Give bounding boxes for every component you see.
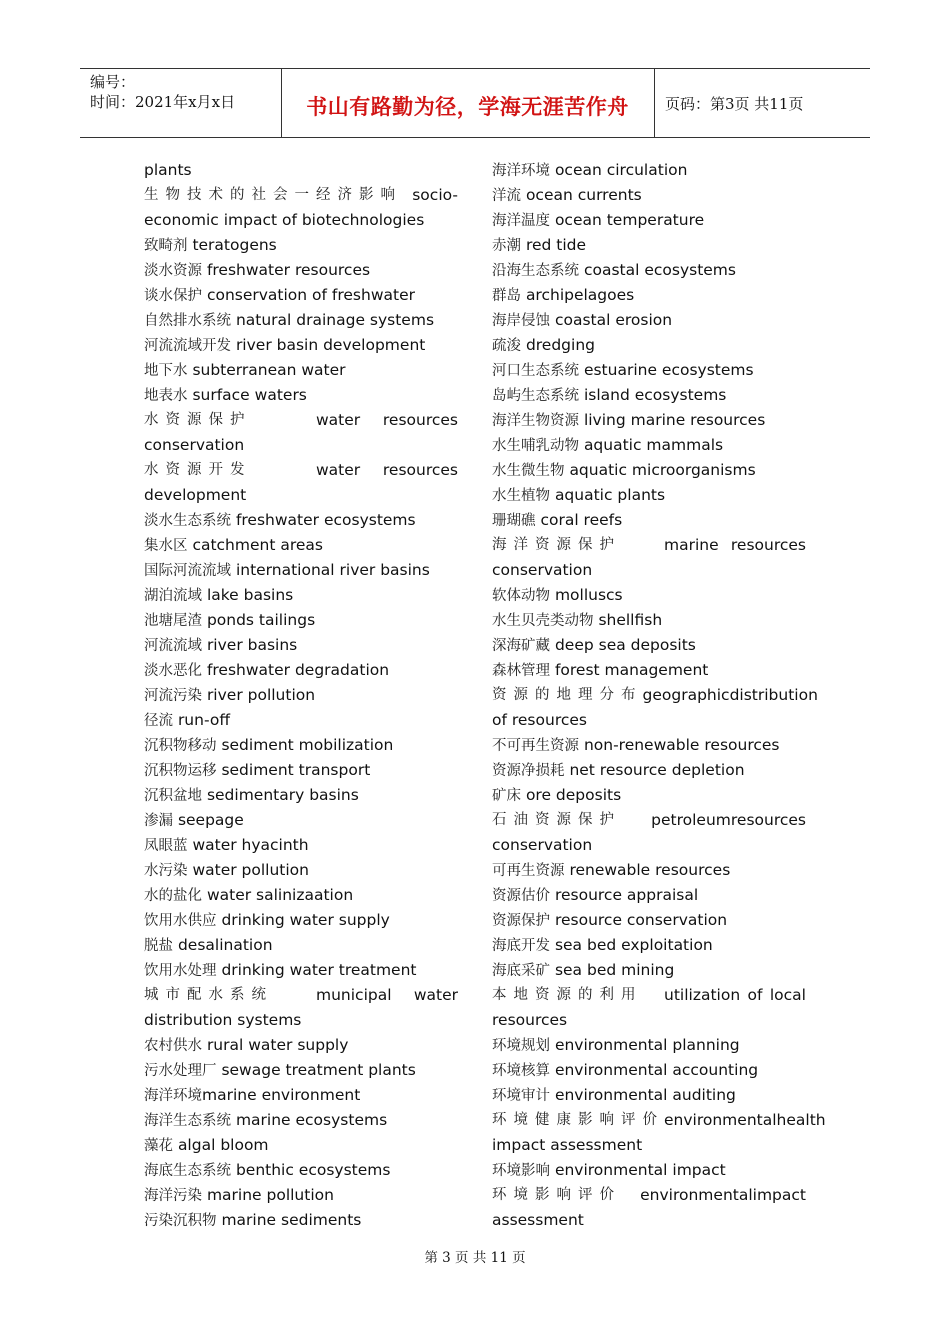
glossary-entry bbox=[144, 308, 458, 333]
glossary-entry bbox=[492, 483, 806, 508]
glossary-entry bbox=[144, 583, 458, 608]
english-term: ponds tailings bbox=[206, 611, 316, 629]
glossary-entry bbox=[144, 783, 458, 808]
glossary-entry bbox=[144, 1208, 458, 1233]
english-term: subterranean water bbox=[192, 361, 346, 379]
chinese-term: 疏浚 bbox=[492, 338, 521, 354]
chinese-term: 沿海生态系统 bbox=[492, 263, 579, 279]
chinese-term: 致畸剂 bbox=[144, 238, 188, 254]
english-term: red tide bbox=[525, 236, 587, 254]
glossary-entry bbox=[492, 183, 806, 208]
chinese-term: 环境健康影响评价 bbox=[492, 1112, 664, 1128]
glossary-entry bbox=[144, 1083, 458, 1108]
glossary-entry bbox=[492, 1183, 806, 1208]
english-term: ocean temperature bbox=[554, 211, 705, 229]
english-term: sewage treatment plants bbox=[221, 1061, 416, 1079]
english-term: algal bloom bbox=[177, 1136, 269, 1154]
chinese-term: 可再生资源 bbox=[492, 863, 565, 879]
english-term: sedimentary basins bbox=[206, 786, 359, 804]
glossary-entry bbox=[492, 358, 806, 383]
glossary-entry bbox=[492, 208, 806, 233]
glossary-entry bbox=[144, 1108, 458, 1133]
chinese-term: 国际河流流域 bbox=[144, 563, 231, 579]
glossary-entry bbox=[144, 508, 458, 533]
chinese-term: 石油资源保护 bbox=[492, 812, 621, 828]
glossary-entry bbox=[492, 658, 806, 683]
page-footer: 第 3 页 共 11 页 bbox=[424, 1250, 526, 1266]
chinese-term: 淡水恶化 bbox=[144, 663, 202, 679]
glossary-entry bbox=[144, 233, 458, 258]
english-term: environmental accounting bbox=[554, 1061, 759, 1079]
english-term: environmental impact bbox=[554, 1161, 726, 1179]
english-term: conservation bbox=[144, 436, 245, 454]
chinese-term: 河流污染 bbox=[144, 688, 202, 704]
chinese-term: 海岸侵蚀 bbox=[492, 313, 550, 329]
glossary-entry bbox=[144, 958, 458, 983]
glossary-entry bbox=[144, 633, 458, 658]
glossary-entry bbox=[492, 808, 806, 833]
glossary-entry bbox=[492, 333, 806, 358]
chinese-term: 海洋温度 bbox=[492, 213, 550, 229]
chinese-term: 环境规划 bbox=[492, 1038, 550, 1054]
glossary-entry bbox=[144, 383, 458, 408]
english-term: seepage bbox=[177, 811, 244, 829]
english-term: aquatic plants bbox=[554, 486, 666, 504]
glossary-entry bbox=[492, 1108, 826, 1133]
english-term: ocean currents bbox=[525, 186, 642, 204]
english-term: socio- bbox=[412, 186, 458, 204]
english-term: aquatic mammals bbox=[583, 436, 724, 454]
english-term: sediment transport bbox=[221, 761, 371, 779]
glossary-entry bbox=[492, 458, 806, 483]
chinese-term: 湖泊流域 bbox=[144, 588, 202, 604]
english-term: marine sediments bbox=[221, 1211, 362, 1229]
chinese-term: 水污染 bbox=[144, 863, 188, 879]
glossary-entry bbox=[144, 158, 458, 183]
glossary-entry bbox=[492, 558, 806, 583]
chinese-term: 海洋资源保护 bbox=[492, 537, 621, 553]
chinese-term: 水生植物 bbox=[492, 488, 550, 504]
glossary-entry bbox=[492, 908, 806, 933]
glossary-entry bbox=[492, 983, 806, 1008]
english-term: shellfish bbox=[598, 611, 663, 629]
english-term: coastal erosion bbox=[554, 311, 673, 329]
english-term: ocean circulation bbox=[554, 161, 688, 179]
english-term: drinking water supply bbox=[221, 911, 390, 929]
glossary-entry bbox=[144, 933, 458, 958]
chinese-term: 水生哺乳动物 bbox=[492, 438, 579, 454]
english-term: sediment mobilization bbox=[221, 736, 394, 754]
glossary-entry bbox=[144, 1033, 458, 1058]
glossary-entry bbox=[144, 683, 458, 708]
chinese-term: 珊瑚礁 bbox=[492, 513, 536, 529]
chinese-term: 资源净损耗 bbox=[492, 763, 565, 779]
chinese-term: 饮用水供应 bbox=[144, 913, 217, 929]
document-number-label: 编号： bbox=[90, 73, 136, 91]
english-term: sea bed exploitation bbox=[554, 936, 713, 954]
glossary-entry bbox=[492, 533, 806, 558]
english-term: coastal ecosystems bbox=[583, 261, 736, 279]
chinese-term: 森林管理 bbox=[492, 663, 550, 679]
chinese-term: 自然排水系统 bbox=[144, 313, 231, 329]
chinese-term: 水生贝壳类动物 bbox=[492, 613, 594, 629]
glossary-entry bbox=[144, 1133, 458, 1158]
glossary-entry bbox=[492, 683, 818, 708]
chinese-term: 赤潮 bbox=[492, 238, 521, 254]
chinese-term: 农村供水 bbox=[144, 1038, 202, 1054]
glossary-entry bbox=[144, 808, 458, 833]
glossary-entry bbox=[492, 408, 806, 433]
glossary-entry bbox=[492, 433, 806, 458]
chinese-term: 海底生态系统 bbox=[144, 1163, 231, 1179]
glossary-entry bbox=[144, 458, 458, 483]
chinese-term: 河口生态系统 bbox=[492, 363, 579, 379]
chinese-term: 水的盐化 bbox=[144, 888, 202, 904]
english-term: development bbox=[144, 486, 247, 504]
header-middle-cell bbox=[281, 69, 655, 137]
english-term: environmental impact bbox=[640, 1186, 806, 1204]
header-right-cell bbox=[655, 69, 870, 137]
english-term: utilization of local bbox=[664, 986, 806, 1004]
glossary-entry bbox=[492, 858, 806, 883]
chinese-term: 海洋生态系统 bbox=[144, 1113, 231, 1129]
english-term: marine ecosystems bbox=[235, 1111, 388, 1129]
chinese-term: 海底采矿 bbox=[492, 963, 550, 979]
glossary-left-column bbox=[144, 158, 458, 1233]
chinese-term: 海洋环境 bbox=[144, 1088, 202, 1104]
chinese-term: 本地资源的利用 bbox=[492, 987, 643, 1003]
chinese-term: 脱盐 bbox=[144, 938, 173, 954]
english-term: freshwater degradation bbox=[206, 661, 390, 679]
glossary-entry bbox=[144, 908, 458, 933]
english-term: catchment areas bbox=[192, 536, 323, 554]
glossary-entry bbox=[492, 283, 806, 308]
chinese-term: 地下水 bbox=[144, 363, 188, 379]
glossary-entry bbox=[492, 608, 806, 633]
chinese-term: 环境审计 bbox=[492, 1088, 550, 1104]
english-term: lake basins bbox=[206, 586, 294, 604]
glossary-entry bbox=[144, 283, 458, 308]
glossary-entry bbox=[492, 158, 806, 183]
header-left-cell bbox=[80, 69, 282, 137]
chinese-term: 河流流域 bbox=[144, 638, 202, 654]
english-term: forest management bbox=[554, 661, 709, 679]
document-date: 时间：2021年x月x日 bbox=[90, 93, 236, 111]
english-term: conservation of freshwater bbox=[206, 286, 415, 304]
glossary-entry bbox=[144, 983, 458, 1008]
chinese-term: 群岛 bbox=[492, 288, 521, 304]
english-term: resource conservation bbox=[554, 911, 728, 929]
chinese-term: 地表水 bbox=[144, 388, 188, 404]
glossary-entry bbox=[492, 1033, 806, 1058]
glossary-entry bbox=[492, 1083, 806, 1108]
glossary-entry bbox=[492, 1208, 806, 1233]
english-term: water salinizaation bbox=[206, 886, 354, 904]
chinese-term: 环境核算 bbox=[492, 1063, 550, 1079]
header-motto: 书山有路勤为径，学海无涯苦作舟 bbox=[306, 94, 629, 119]
chinese-term: 资源估价 bbox=[492, 888, 550, 904]
glossary-entry bbox=[492, 508, 806, 533]
english-term: conservation bbox=[492, 836, 593, 854]
glossary-entry bbox=[492, 383, 806, 408]
english-term: freshwater resources bbox=[206, 261, 371, 279]
english-term: river basins bbox=[206, 636, 298, 654]
glossary-entry bbox=[144, 358, 458, 383]
page-header bbox=[80, 68, 870, 138]
chinese-term: 河流流域开发 bbox=[144, 338, 231, 354]
chinese-term: 不可再生资源 bbox=[492, 738, 579, 754]
chinese-term: 沉积盆地 bbox=[144, 788, 202, 804]
english-term: river basin development bbox=[235, 336, 426, 354]
glossary-entry bbox=[492, 233, 806, 258]
english-term: petroleum resources bbox=[651, 811, 806, 829]
glossary-entry bbox=[144, 883, 458, 908]
english-term: marine environment bbox=[202, 1086, 361, 1104]
glossary-entry bbox=[144, 1058, 458, 1083]
english-term: economic impact of biotechnologies bbox=[144, 211, 425, 229]
glossary-entry bbox=[492, 1133, 806, 1158]
chinese-term: 矿床 bbox=[492, 788, 521, 804]
chinese-term: 环境影响 bbox=[492, 1163, 550, 1179]
english-term: non-renewable resources bbox=[583, 736, 780, 754]
glossary-entry bbox=[144, 733, 458, 758]
chinese-term: 径流 bbox=[144, 713, 173, 729]
english-term: of resources bbox=[492, 711, 587, 729]
chinese-term: 渗漏 bbox=[144, 813, 173, 829]
english-term: archipelagoes bbox=[525, 286, 635, 304]
chinese-term: 岛屿生态系统 bbox=[492, 388, 579, 404]
english-term: net resource depletion bbox=[569, 761, 745, 779]
glossary-entry bbox=[492, 783, 806, 808]
chinese-term: 沉积物移动 bbox=[144, 738, 217, 754]
english-term: living marine resources bbox=[583, 411, 766, 429]
chinese-term: 海洋环境 bbox=[492, 163, 550, 179]
english-term: estuarine ecosystems bbox=[583, 361, 754, 379]
glossary-entry bbox=[492, 583, 806, 608]
glossary-entry bbox=[492, 933, 806, 958]
glossary-entry bbox=[492, 258, 806, 283]
glossary-entry bbox=[144, 1183, 458, 1208]
chinese-term: 海底开发 bbox=[492, 938, 550, 954]
glossary-right-column bbox=[492, 158, 826, 1233]
english-term: molluscs bbox=[554, 586, 623, 604]
english-term: water hyacinth bbox=[192, 836, 309, 854]
english-term: conservation bbox=[492, 561, 593, 579]
english-term: resource appraisal bbox=[554, 886, 699, 904]
english-term: river pollution bbox=[206, 686, 316, 704]
chinese-term: 污水处理厂 bbox=[144, 1063, 217, 1079]
english-term: ore deposits bbox=[525, 786, 622, 804]
english-term: island ecosystems bbox=[583, 386, 727, 404]
english-term: water pollution bbox=[192, 861, 309, 879]
english-term: teratogens bbox=[192, 236, 277, 254]
chinese-term: 深海矿藏 bbox=[492, 638, 550, 654]
glossary-entry bbox=[144, 758, 458, 783]
english-term: municipal water bbox=[316, 986, 458, 1004]
glossary-entry bbox=[144, 608, 458, 633]
english-term: rural water supply bbox=[206, 1036, 349, 1054]
glossary-entry bbox=[144, 833, 458, 858]
english-term: desalination bbox=[177, 936, 273, 954]
glossary-entry bbox=[492, 883, 806, 908]
english-term: dredging bbox=[525, 336, 595, 354]
chinese-term: 海洋生物资源 bbox=[492, 413, 579, 429]
english-term: environmental health bbox=[664, 1111, 826, 1129]
chinese-term: 藻花 bbox=[144, 1138, 173, 1154]
english-term: assessment bbox=[492, 1211, 584, 1229]
english-term: benthic ecosystems bbox=[235, 1161, 391, 1179]
glossary-entry bbox=[144, 558, 458, 583]
glossary-entry bbox=[492, 1058, 806, 1083]
english-term: distribution systems bbox=[144, 1011, 302, 1029]
glossary-entry bbox=[144, 433, 458, 458]
glossary-entry bbox=[492, 733, 806, 758]
chinese-term: 饮用水处理 bbox=[144, 963, 217, 979]
english-term: water resources bbox=[316, 411, 458, 429]
chinese-term: 资源的地理分布 bbox=[492, 687, 643, 703]
chinese-term: 谈水保护 bbox=[144, 288, 202, 304]
chinese-term: 水资源开发 bbox=[144, 462, 252, 478]
english-term: geographic distribution bbox=[642, 686, 818, 704]
chinese-term: 海洋污染 bbox=[144, 1188, 202, 1204]
glossary-entry bbox=[144, 533, 458, 558]
chinese-term: 水资源保护 bbox=[144, 412, 252, 428]
chinese-term: 环境影响评价 bbox=[492, 1187, 621, 1203]
glossary-entry bbox=[492, 708, 806, 733]
glossary-entry bbox=[144, 708, 458, 733]
chinese-term: 淡水生态系统 bbox=[144, 513, 231, 529]
english-term: marine pollution bbox=[206, 1186, 334, 1204]
english-term: marine resources bbox=[664, 536, 806, 554]
english-term: deep sea deposits bbox=[554, 636, 696, 654]
english-term: freshwater ecosystems bbox=[235, 511, 416, 529]
english-term: coral reefs bbox=[540, 511, 623, 529]
chinese-term: 水生微生物 bbox=[492, 463, 565, 479]
glossary-entry bbox=[144, 183, 458, 208]
chinese-term: 软体动物 bbox=[492, 588, 550, 604]
chinese-term: 淡水资源 bbox=[144, 263, 202, 279]
english-term: environmental auditing bbox=[554, 1086, 736, 1104]
chinese-term: 污染沉积物 bbox=[144, 1213, 217, 1229]
glossary-entry bbox=[492, 308, 806, 333]
glossary-entry bbox=[492, 958, 806, 983]
glossary-entry bbox=[492, 633, 806, 658]
english-term: environmental planning bbox=[554, 1036, 740, 1054]
glossary-entry bbox=[492, 1158, 806, 1183]
english-term: natural drainage systems bbox=[235, 311, 435, 329]
english-term: resources bbox=[492, 1011, 568, 1029]
glossary-entry bbox=[144, 858, 458, 883]
english-term: run-off bbox=[177, 711, 231, 729]
english-term: plants bbox=[144, 161, 192, 179]
english-term: renewable resources bbox=[569, 861, 731, 879]
english-term: water resources bbox=[316, 461, 458, 479]
chinese-term: 资源保护 bbox=[492, 913, 550, 929]
glossary-entry bbox=[144, 258, 458, 283]
english-term: aquatic microorganisms bbox=[569, 461, 756, 479]
glossary-entry bbox=[144, 333, 458, 358]
chinese-term: 生物技术的社会一经济影响 bbox=[144, 187, 402, 203]
glossary-entry bbox=[492, 1008, 806, 1033]
chinese-term: 城市配水系统 bbox=[144, 987, 273, 1003]
chinese-term: 池塘尾渣 bbox=[144, 613, 202, 629]
english-term: drinking water treatment bbox=[221, 961, 417, 979]
glossary-entry bbox=[144, 483, 458, 508]
chinese-term: 集水区 bbox=[144, 538, 188, 554]
header-page-info: 页码：第3页 共11页 bbox=[665, 95, 804, 113]
english-term: international river basins bbox=[235, 561, 430, 579]
glossary-entry bbox=[144, 408, 458, 433]
glossary-entry bbox=[144, 658, 458, 683]
english-term: sea bed mining bbox=[554, 961, 675, 979]
chinese-term: 洋流 bbox=[492, 188, 521, 204]
english-term: surface waters bbox=[192, 386, 307, 404]
english-term: impact assessment bbox=[492, 1136, 643, 1154]
glossary-entry bbox=[144, 1008, 458, 1033]
chinese-term: 凤眼蓝 bbox=[144, 838, 188, 854]
glossary-entry bbox=[144, 1158, 458, 1183]
glossary-entry bbox=[492, 758, 806, 783]
glossary-entry bbox=[144, 208, 458, 233]
glossary-entry bbox=[492, 833, 806, 858]
chinese-term: 沉积物运移 bbox=[144, 763, 217, 779]
